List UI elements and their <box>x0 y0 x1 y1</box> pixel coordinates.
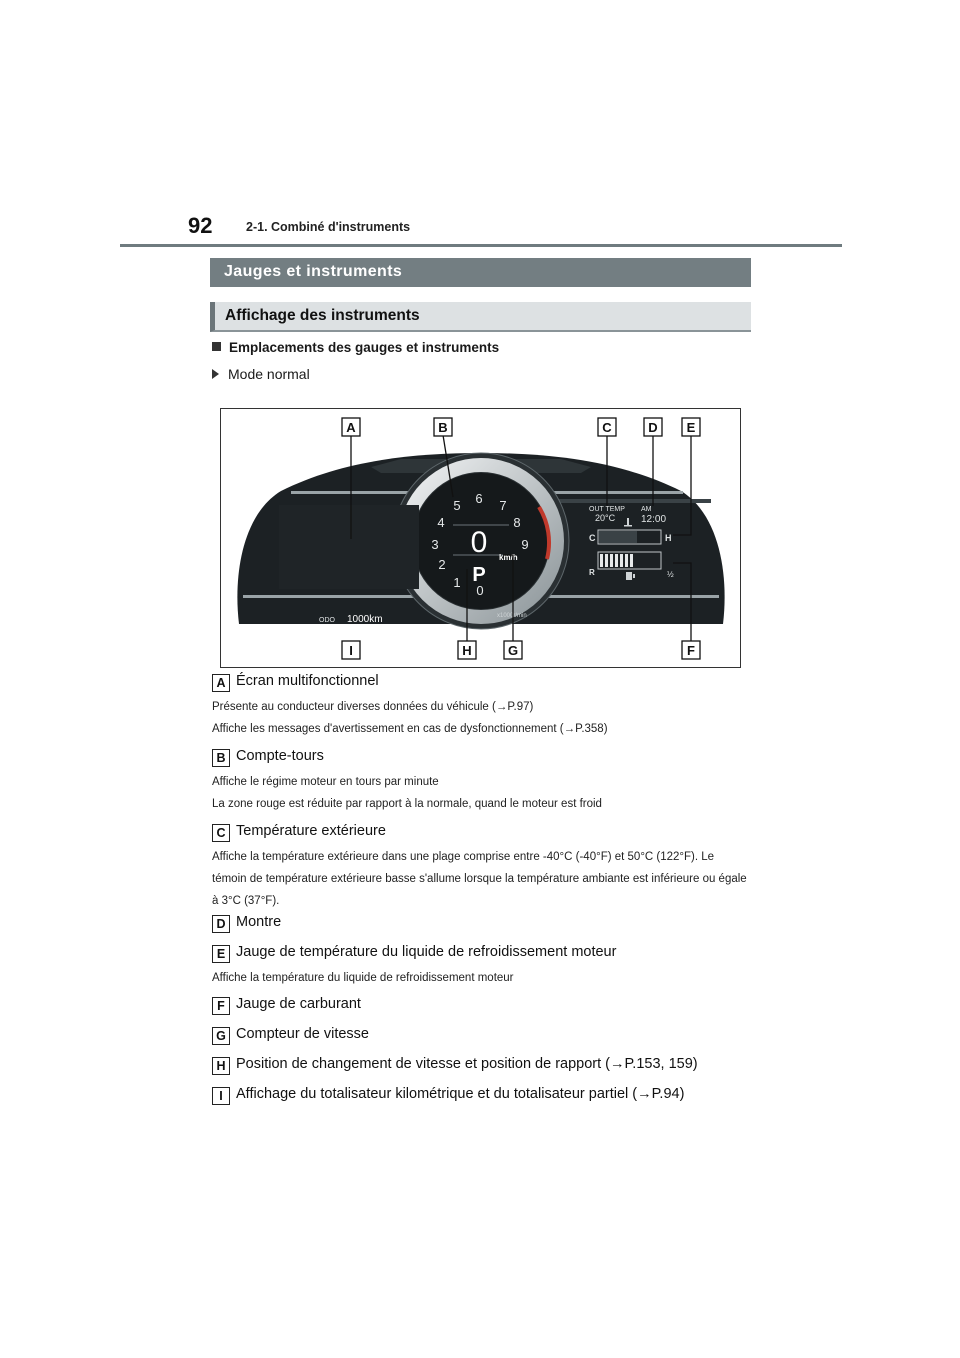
key-i: I <box>212 1087 230 1105</box>
tick-label: 4 <box>437 515 445 530</box>
item-title-text: Montre <box>236 914 282 930</box>
right-panel-strip <box>551 499 711 503</box>
key-a: A <box>212 674 230 692</box>
item-title-text: Compte-tours <box>236 748 324 764</box>
mode-line <box>212 366 310 382</box>
item-d-title <box>212 914 281 933</box>
square-bullet-icon <box>212 342 221 351</box>
item-i-title <box>212 1086 684 1105</box>
item-b-title <box>212 748 324 767</box>
out-temp-label: OUT TEMP <box>589 506 625 513</box>
item-title-text: Affichage du totalisateur kilométrique et du totalisateur partiel (→P.94) <box>236 1086 685 1102</box>
item-title-text: Écran multifonctionnel <box>236 673 379 689</box>
cluster-illustration <box>221 409 742 669</box>
tick-label: 3 <box>431 537 439 552</box>
odo-value: 1000km <box>347 614 383 625</box>
coolant-high-label: H <box>665 533 672 543</box>
key-g: G <box>212 1027 230 1045</box>
item-a-desc-2: Affiche les messages d'avertissement en cas de dysfonctionnement (→P.358) <box>212 723 608 735</box>
speed-unit: km/h <box>499 553 518 562</box>
fuel-half-label: ½ <box>667 570 674 579</box>
item-c-title <box>212 823 386 842</box>
item-title-text: Position de changement de vitesse et position de rapport (→P.153, 159) <box>236 1056 698 1072</box>
out-temp-value: 20°C <box>595 513 616 523</box>
item-b-desc-2: La zone rouge est réduite par rapport à la normale, quand le moteur est froid <box>212 798 602 810</box>
coolant-gauge-fill <box>599 531 637 543</box>
header-rule <box>120 244 842 247</box>
item-e-desc-1: Affiche la température du liquide de refroidissement moteur <box>212 972 514 984</box>
odo-label: ODO <box>319 617 335 624</box>
key-c: C <box>212 824 230 842</box>
key-d: D <box>212 915 230 933</box>
bullet-heading-text: Emplacements des gauges et instruments <box>229 340 500 355</box>
item-e-title <box>212 944 616 963</box>
fuel-low-label: R <box>589 568 595 577</box>
item-h-title <box>212 1056 698 1075</box>
triangle-bullet-icon <box>212 369 219 379</box>
tick-label: 9 <box>521 537 529 552</box>
tick-label: 1 <box>453 575 461 590</box>
tick-label: 2 <box>438 557 446 572</box>
item-title-text: Température extérieure <box>236 823 386 839</box>
callout-label: F <box>687 643 695 658</box>
key-b: B <box>212 749 230 767</box>
speed-value: 0 <box>470 526 488 559</box>
callout-label: G <box>507 643 519 658</box>
item-f-title <box>212 996 361 1015</box>
item-c-desc-1: Affiche la température extérieure dans une plage comprise entre -40°C (-40°F) et 50°C (122°F). Le témoin de température extérieure basse s'allume lorsque la température ambiante est inférieure ou égale à 3°C (37°F). <box>212 851 747 907</box>
key-f: F <box>212 997 230 1015</box>
callout-label: A <box>346 420 356 435</box>
clock-time: 12:00 <box>641 514 667 525</box>
item-title-text: Compteur de vitesse <box>236 1026 369 1042</box>
item-title-text: Jauge de carburant <box>236 996 361 1012</box>
callout-label: E <box>686 420 696 435</box>
item-a-desc-1: Présente au conducteur diverses données du véhicule (→P.97) <box>212 701 534 713</box>
section-reference: 2-1. Combiné d'instruments <box>246 220 411 234</box>
sub-heading: Affichage des instruments <box>210 302 751 332</box>
page-number: 92 <box>188 213 213 238</box>
key-e: E <box>212 945 230 963</box>
tick-label: 8 <box>513 515 521 530</box>
gear-position: P <box>472 564 486 586</box>
main-heading: Jauges et instruments <box>210 258 751 287</box>
callout-label: C <box>602 420 612 435</box>
coolant-low-label: C <box>589 533 596 543</box>
item-b-desc-1: Affiche le régime moteur en tours par minute <box>212 776 439 788</box>
callout-label: B <box>438 420 448 435</box>
callout-label: H <box>462 643 472 658</box>
clock-ampm: AM <box>641 506 652 513</box>
key-h: H <box>212 1057 230 1075</box>
tick-label: 7 <box>499 498 507 513</box>
rpm-unit: x1000r/min <box>497 613 527 619</box>
tick-label: 0 <box>476 583 484 598</box>
tick-label: 6 <box>475 491 483 506</box>
mode-text: Mode normal <box>228 366 310 382</box>
item-title-text: Jauge de température du liquide de refroidissement moteur <box>236 944 617 960</box>
instrument-cluster-figure <box>220 408 741 668</box>
item-g-title <box>212 1026 369 1045</box>
bullet-heading <box>212 340 499 355</box>
callout-label: D <box>648 420 658 435</box>
item-a-title <box>212 673 379 692</box>
multi-info-display <box>279 505 419 589</box>
tick-label: 5 <box>453 498 461 513</box>
callout-label: I <box>349 643 353 658</box>
